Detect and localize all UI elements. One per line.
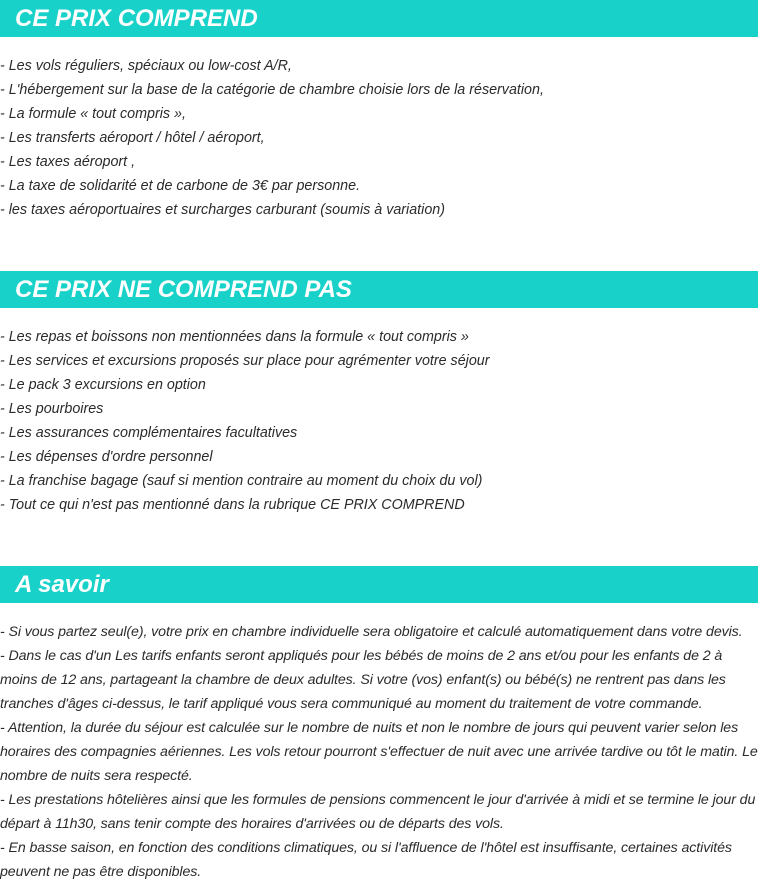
list-item: - En basse saison, en fonction des conditions climatiques, ou si l'affluence de l'hôtel est insuffisante, certaines activités peuvent ne pas être disponibles. — [0, 840, 732, 880]
list-item: - La taxe de solidarité et de carbone de 3€ par personne. — [0, 178, 361, 194]
list-item: - Les vols réguliers, spéciaux ou low-cost A/R, — [0, 58, 292, 74]
list-item: - Le pack 3 excursions en option — [0, 377, 206, 393]
section-title: A savoir — [0, 566, 758, 603]
list-item: - Les repas et boissons non mentionnées dans la formule « tout compris » — [0, 329, 469, 345]
list-item: - les taxes aéroportuaires et surcharges carburant (soumis à variation) — [0, 202, 445, 218]
list-item: - Les transferts aéroport / hôtel / aéroport, — [0, 130, 265, 146]
list-item: - La franchise bagage (sauf si mention contraire au moment du choix du vol) — [0, 473, 483, 489]
list-item: - Les services et excursions proposés sur place pour agrémenter votre séjour — [0, 353, 490, 369]
list-item: - Tout ce qui n'est pas mentionné dans la rubrique CE PRIX COMPREND — [0, 497, 465, 513]
list-item: - Les taxes aéroport , — [0, 154, 136, 170]
section-price-excludes — [0, 271, 758, 517]
item-list — [0, 620, 758, 884]
section-title: CE PRIX NE COMPREND PAS — [0, 271, 758, 308]
list-item: - La formule « tout compris », — [0, 106, 186, 122]
list-item: - Attention, la durée du séjour est calculée sur le nombre de nuits et non le nombre de jours qui peuvent varier selon les horaires des compagnies aériennes. Les vols retour pourront s'effectuer de nuit avec une arrivée tardive ou tôt le matin. Le nombre de nuits sera respecté. — [0, 720, 758, 784]
list-item: - Les assurances complémentaires facultatives — [0, 425, 298, 441]
list-item: - Si vous partez seul(e), votre prix en chambre individuelle sera obligatoire et calculé automatiquement dans votre devis. — [0, 624, 743, 640]
section-title: CE PRIX COMPREND — [0, 0, 758, 37]
list-item: - L'hébergement sur la base de la catégorie de chambre choisie lors de la réservation, — [0, 82, 544, 98]
item-list — [0, 54, 758, 222]
item-list — [0, 325, 758, 517]
section-good-to-know — [0, 566, 758, 884]
section-price-includes — [0, 0, 758, 222]
list-item: - Les prestations hôtelières ainsi que les formules de pensions commencent le jour d'arrivée à midi et se termine le jour du départ à 11h30, sans tenir compte des horaires d'arrivées ou de départs des vols. — [0, 792, 756, 832]
list-item: - Les pourboires — [0, 401, 104, 417]
list-item: - Dans le cas d'un Les tarifs enfants seront appliqués pour les bébés de moins de 2 ans et/ou pour les enfants de 2 à moins de 12 ans, partageant la chambre de deux adultes. Si votre (vos) enfant(s) ou bébé(s) ne rentrent pas dans les tranches d'âges ci-dessus, le tarif appliqué vous sera communiqué au moment du traitement de votre commande. — [0, 648, 726, 712]
list-item: - Les dépenses d'ordre personnel — [0, 449, 213, 465]
